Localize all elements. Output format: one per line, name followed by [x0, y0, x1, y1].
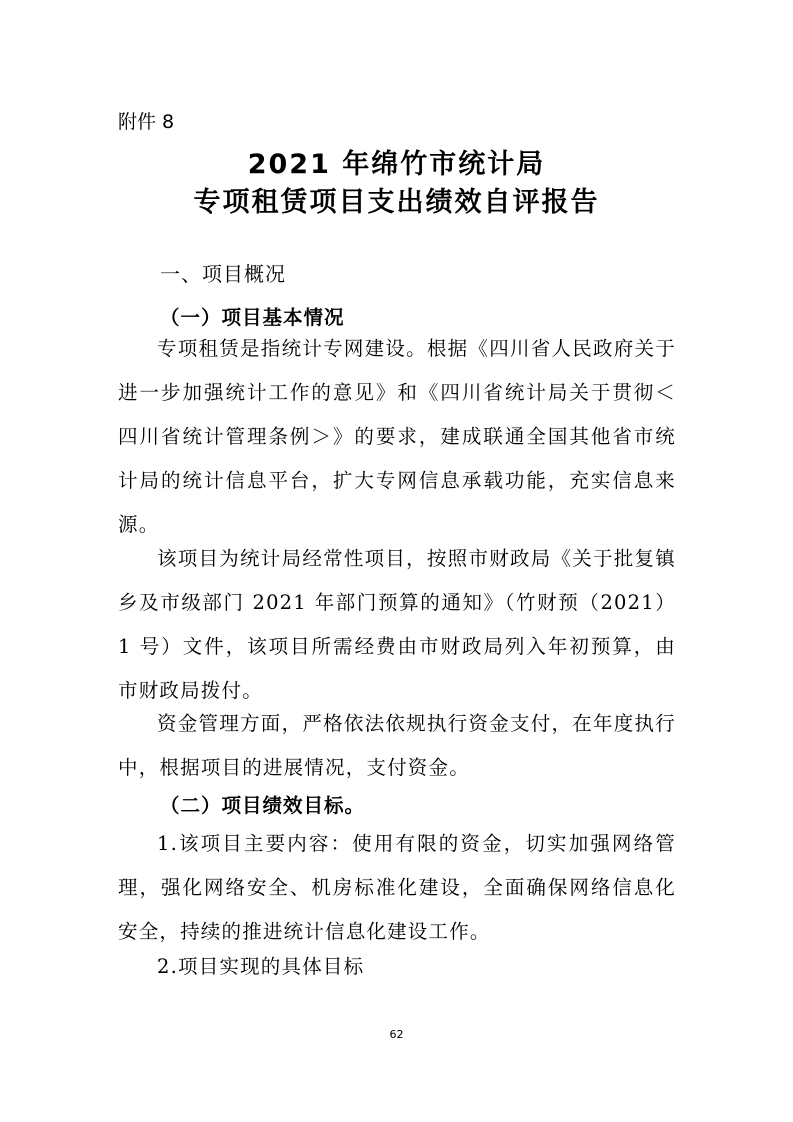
list-item-specific-goals: 2.项目实现的具体目标 — [157, 955, 365, 978]
list-item-main-content: 1.该项目主要内容：使用有限的资金，切实加强网络管理，强化网络安全、机房标准化建设，全面确保网络信息化安全，持续的推进统计信息化建设工作。 — [118, 832, 676, 943]
paragraph-fund-management: 资金管理方面，严格依法依规执行资金支付，在年度执行中，根据项目的进展情况，支付资金。 — [118, 712, 676, 779]
report-title-line1: 2021 年绵竹市统计局 — [247, 149, 546, 180]
section-heading-overview: 一、项目概况 — [160, 262, 286, 286]
subsection-heading-basic-info: （一）项目基本情况 — [160, 306, 345, 329]
report-title-line2: 专项租赁项目支出绩效自评报告 — [193, 187, 600, 218]
paragraph-project-funding: 该项目为统计局经常性项目，按照市财政局《关于批复镇乡及市级部门 2021 年部门预算的通知》（竹财预（2021）1 号）文件，该项目所需经费由市财政局列入年初预算，由市财政局拨付。 — [118, 547, 676, 702]
page-number: 62 — [389, 1028, 404, 1041]
attachment-label: 附件 8 — [118, 111, 175, 133]
subsection-heading-performance-goals: （二）项目绩效目标。 — [160, 794, 366, 817]
paragraph-project-description: 专项租赁是指统计专网建设。根据《四川省人民政府关于进一步加强统计工作的意见》和《四川省统计局关于贯彻＜四川省统计管理条例＞》的要求，建成联通全国其他省市统计局的统计信息平台，扩大专网信息承载功能，充实信息来源。 — [118, 337, 676, 536]
